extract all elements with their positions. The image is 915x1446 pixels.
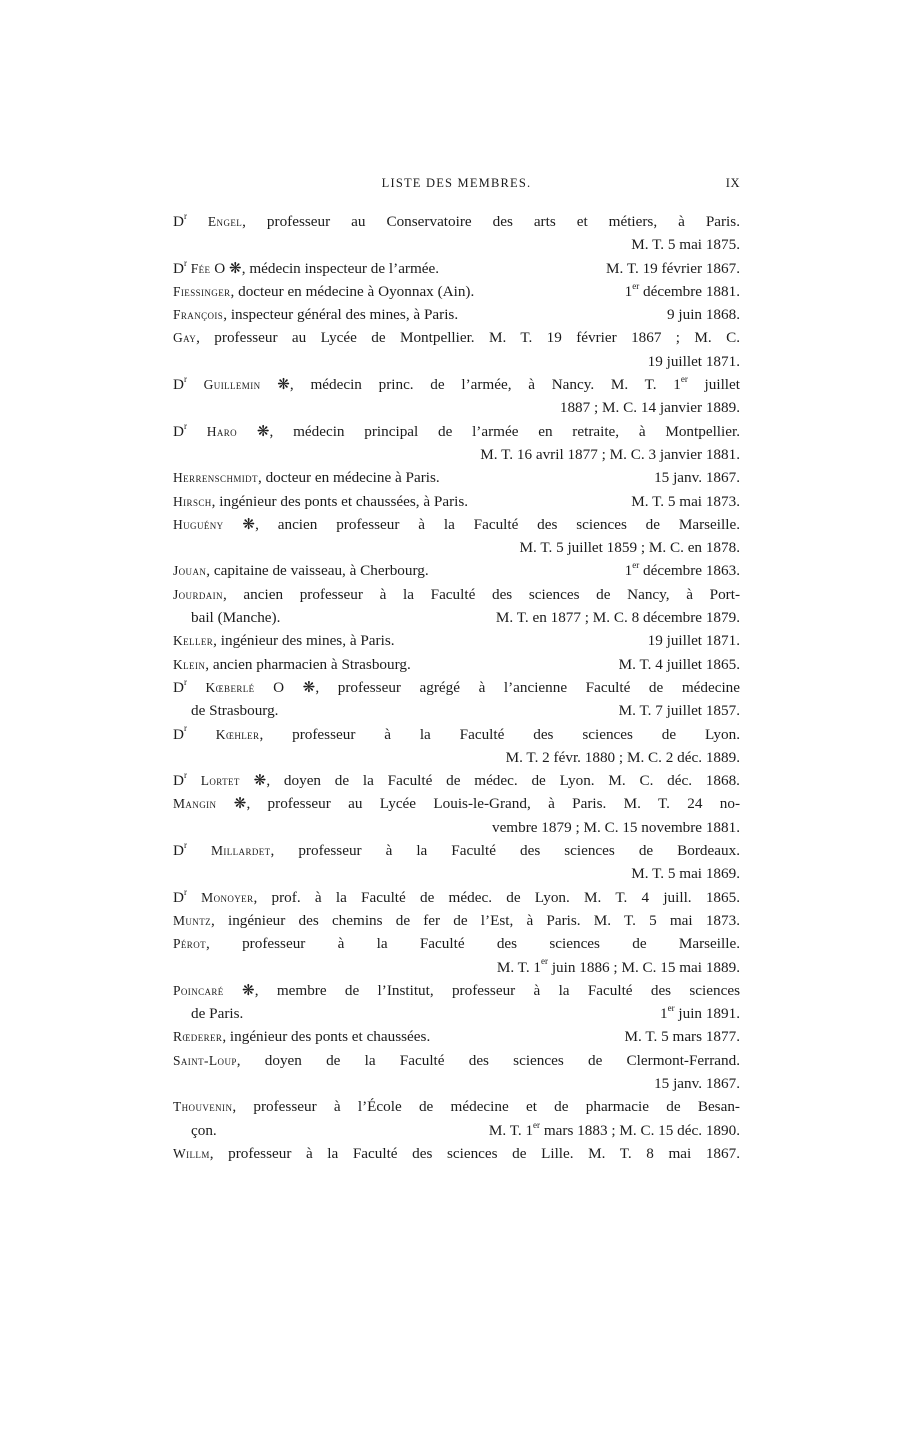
member-entry (173, 559, 740, 582)
entry-text (173, 490, 468, 513)
entry-line (173, 839, 740, 862)
member-description: O ❋, médecin inspecteur de l’armée. (210, 259, 440, 277)
member-entry (173, 583, 740, 630)
membership-date (631, 490, 740, 513)
membership-date (489, 1119, 740, 1142)
member-name: Gay (173, 330, 197, 346)
entry-text (173, 376, 740, 393)
entry-line (173, 676, 740, 699)
member-description: , ingénieur des ponts et chaussées. (222, 1028, 431, 1046)
member-name: Jouan (173, 563, 207, 579)
date-part: 1 (660, 1005, 668, 1023)
member-description: ❋, médecin princ. de l’armée, à Nancy. M. T. 1 (260, 376, 681, 394)
superscript: r (183, 770, 187, 781)
member-entry (173, 373, 740, 420)
entry-line (173, 490, 740, 513)
member-entry (173, 326, 740, 373)
member-description: , professeur à la Faculté des sciences de Bordeaux. (270, 842, 740, 860)
date-part: 9 juin 1868. (667, 306, 740, 324)
entry-line (173, 886, 740, 909)
entry-line (173, 792, 740, 815)
member-name: Poincaré (173, 982, 224, 998)
entry-line (173, 559, 740, 582)
entry-text (173, 935, 740, 952)
member-name: Hirsch (173, 493, 212, 509)
superscript: r (183, 257, 187, 268)
member-description: , ingénieur des chemins de fer de l’Est, à Paris. M. T. 5 mai 1873. (211, 911, 740, 929)
member-entry (173, 1142, 740, 1165)
entry-line (173, 326, 740, 349)
title-prefix: D (173, 725, 184, 743)
member-description: , doyen de la Faculté des sciences de Clermont-Ferrand. (236, 1051, 740, 1069)
entry-line (173, 350, 740, 373)
entry-text (173, 795, 740, 812)
date-part: 19 juillet 1871. (647, 632, 740, 650)
entry-text (173, 839, 740, 860)
membership-date (496, 606, 740, 629)
member-name: Engel (186, 214, 243, 229)
membership-date (619, 699, 740, 722)
date-part: juin 1891. (674, 1005, 740, 1023)
entry-text (173, 210, 740, 230)
entry-text (173, 1098, 740, 1115)
membership-date (654, 466, 740, 489)
entry-line (173, 373, 740, 396)
entry-text (173, 982, 740, 999)
date-part: M. T. 1 (488, 1121, 534, 1139)
member-name: Kœhler (186, 726, 260, 742)
member-description: , docteur en médecine à Oyonnax (Ain). (230, 282, 475, 300)
membership-date: 1887 ; M. C. 14 janvier 1889. (559, 399, 740, 417)
member-name: Klein (173, 656, 206, 672)
member-description: , prof. à la Faculté de médec. de Lyon. M. T. 4 juill. 1865. (253, 888, 740, 906)
member-entry (173, 466, 740, 489)
entry-line (173, 746, 740, 769)
entry-text (173, 1025, 430, 1048)
superscript: r (183, 886, 187, 897)
superscript: er (533, 1119, 541, 1130)
member-name: François (173, 307, 224, 323)
member-name: Mangin (173, 796, 217, 812)
member-name: Haro (186, 423, 238, 439)
member-entry (173, 210, 740, 257)
member-name: Thouvenin (173, 1099, 233, 1115)
entry-line (173, 956, 740, 979)
member-entry (173, 653, 740, 676)
entry-text (173, 466, 440, 489)
entry-line (173, 1049, 740, 1072)
entry-line (173, 303, 740, 326)
entry-text (173, 912, 740, 929)
member-description: , ancien pharmacien à Strasbourg. (205, 655, 411, 673)
date-part: M. T. 1 (496, 958, 542, 976)
member-description: ❋, professeur au Lycée Louis-le-Grand, à Paris. M. T. 24 no- (216, 795, 740, 813)
superscript: er (541, 956, 549, 967)
superscript: er (632, 560, 640, 571)
member-name: Pérot (173, 936, 207, 952)
entry-text (173, 280, 474, 303)
member-entry (173, 1025, 740, 1048)
member-description: ❋, doyen de la Faculté de médec. de Lyon. M. C. déc. 1868. (239, 772, 740, 790)
entry-line (173, 699, 740, 722)
membership-date: 15 janv. 1867. (654, 1074, 740, 1092)
member-entry (173, 769, 740, 792)
entry-text (173, 629, 395, 652)
member-name: Rœderer (173, 1029, 223, 1045)
member-description: , professeur à la Faculté des sciences de Lyon. (259, 725, 740, 743)
member-entry (173, 676, 740, 723)
superscript: er (680, 374, 688, 385)
date-part: 1 (624, 282, 633, 300)
member-name: Fiessinger (173, 283, 231, 299)
date-part: M. T. 4 juillet 1865. (618, 655, 740, 673)
entry-line (173, 979, 740, 1002)
membership-date (660, 1002, 740, 1025)
entry-text (173, 886, 740, 906)
entry-line (173, 816, 740, 839)
member-description: , capitaine de vaisseau, à Cherbourg. (206, 562, 429, 580)
superscript: r (183, 723, 187, 734)
entry-text (173, 257, 439, 280)
membership-date (606, 257, 740, 280)
entry-line (173, 1095, 740, 1118)
member-name: Guillemin (186, 377, 261, 393)
title-prefix: D (173, 678, 184, 696)
member-name: Keller (173, 633, 214, 649)
member-entry (173, 1049, 740, 1096)
title-prefix: D (173, 259, 184, 277)
continuation-text: çon. (191, 1121, 217, 1139)
entry-text (173, 723, 740, 743)
member-name: Kœberlé (186, 679, 255, 695)
member-name: Muntz (173, 912, 211, 928)
date-part: M. T. en 1877 ; M. C. 8 décembre 1879. (495, 609, 740, 627)
membership-date (625, 280, 740, 303)
entry-line (173, 1142, 740, 1165)
entry-line (173, 466, 740, 489)
member-description: ❋, médecin principal de l’armée en retraite, à Montpellier. (237, 422, 740, 440)
membership-date (648, 629, 740, 652)
title-prefix: D (173, 842, 184, 860)
member-entry (173, 909, 740, 932)
member-description: , inspecteur général des mines, à Paris. (223, 306, 459, 324)
entry-line (173, 629, 740, 652)
member-name: Saint-Loup (173, 1052, 237, 1068)
member-entry (173, 280, 740, 303)
member-entry (173, 839, 740, 886)
member-description: , professeur à la Faculté des sciences de Lille. M. T. 8 mai 1867. (209, 1144, 740, 1162)
entry-line (173, 862, 740, 885)
running-header (173, 176, 740, 196)
continuation-text: bail (Manche). (191, 609, 281, 627)
member-entry (173, 886, 740, 909)
date-part: mars 1883 ; M. C. 15 déc. 1890. (540, 1121, 740, 1139)
member-entry (173, 303, 740, 326)
entry-line (173, 1002, 740, 1025)
member-name: Millardet (186, 843, 271, 859)
entry-text (173, 329, 740, 346)
member-entry (173, 490, 740, 513)
membership-date: M. T. 5 mai 1875. (631, 236, 740, 254)
entry-text (173, 653, 411, 676)
membership-date: juin 1886 ; M. C. 15 mai 1889. (548, 958, 740, 976)
member-entry (173, 792, 740, 839)
member-list (173, 210, 740, 1165)
header-title: LISTE DES MEMBRES. (381, 176, 532, 190)
superscript: r (183, 210, 187, 221)
superscript: r (183, 676, 187, 687)
member-entry (173, 723, 740, 770)
member-description: , ingénieur des mines, à Paris. (213, 632, 395, 650)
member-entry (173, 932, 740, 979)
membership-date: 19 juillet 1871. (647, 352, 740, 370)
continuation-text: de Strasbourg. (191, 702, 279, 720)
entry-line (173, 210, 740, 233)
entry-text (173, 420, 740, 440)
entry-line (173, 1072, 740, 1095)
member-name: Willm (173, 1145, 210, 1161)
page-number: IX (725, 176, 740, 190)
member-entry (173, 257, 740, 280)
date-part: décembre 1863. (639, 562, 740, 580)
member-description: , ingénieur des ponts et chaussées, à Paris. (211, 492, 469, 510)
entry-line (173, 1025, 740, 1048)
date-part: décembre 1881. (639, 282, 740, 300)
entry-text (173, 772, 740, 789)
date-part: M. T. 19 février 1867. (606, 259, 740, 277)
membership-date (625, 559, 740, 582)
member-description: , professeur au Lycée de Montpellier. M. T. 19 février 1867 ; M. C. (196, 329, 740, 347)
entry-text (173, 559, 429, 582)
member-description: ❋, membre de l’Institut, professeur à la Faculté des sciences (223, 981, 740, 999)
entry-line (173, 606, 740, 629)
membership-date (619, 653, 740, 676)
member-description: , professeur au Conservatoire des arts et métiers, à Paris. (242, 213, 740, 230)
member-entry (173, 979, 740, 1026)
superscript: er (667, 1003, 675, 1014)
entry-text (173, 303, 458, 326)
member-entry (173, 1095, 740, 1142)
member-description: , ancien professeur à la Faculté des sciences de Nancy, à Port- (222, 585, 740, 603)
entry-text (173, 676, 740, 696)
entry-line (173, 396, 740, 419)
superscript: r (183, 374, 187, 385)
title-prefix: D (173, 888, 184, 906)
entry-line (173, 653, 740, 676)
date-part: M. T. 5 mai 1873. (631, 492, 740, 510)
member-name: Fée (186, 260, 211, 276)
date-part: M. T. 7 juillet 1857. (618, 702, 740, 720)
entry-line (173, 1119, 740, 1142)
member-name: Jourdain (173, 586, 223, 602)
member-description: , professeur à la Faculté des sciences de Marseille. (206, 935, 740, 953)
membership-date: M. T. 2 févr. 1880 ; M. C. 2 déc. 1889. (505, 748, 740, 766)
title-prefix: D (173, 376, 184, 394)
member-description: , docteur en médecine à Paris. (257, 469, 440, 487)
entry-text (173, 1145, 740, 1162)
title-prefix: D (173, 213, 184, 230)
membership-date: M. T. 16 avril 1877 ; M. C. 3 janvier 1881. (480, 445, 740, 463)
superscript: r (183, 839, 187, 850)
member-entry (173, 629, 740, 652)
member-description: juillet (687, 376, 740, 394)
membership-date (625, 1025, 740, 1048)
date-part: 1 (624, 562, 633, 580)
member-entry (173, 420, 740, 467)
entry-line (173, 909, 740, 932)
membership-date: M. T. 5 mai 1869. (631, 865, 740, 883)
membership-date: vembre 1879 ; M. C. 15 novembre 1881. (491, 818, 740, 836)
member-name: Herrenschmidt (173, 470, 258, 486)
membership-date: M. T. 5 juillet 1859 ; M. C. en 1878. (519, 539, 740, 557)
entry-text (173, 516, 740, 533)
member-entry (173, 513, 740, 560)
entry-line (173, 420, 740, 443)
entry-line (173, 932, 740, 955)
entry-line (173, 769, 740, 792)
entry-line (173, 536, 740, 559)
superscript: r (183, 420, 187, 431)
member-name: Lortet (186, 773, 240, 789)
entry-line (173, 443, 740, 466)
entry-text (173, 1052, 740, 1069)
member-description: O ❋, professeur agrégé à l’ancienne Faculté de médecine (254, 678, 740, 696)
superscript: er (632, 280, 640, 291)
member-description: , professeur à l’École de médecine et de pharmacie de Besan- (232, 1098, 740, 1116)
membership-date (667, 303, 740, 326)
continuation-text: de Paris. (191, 1005, 244, 1023)
entry-line (173, 280, 740, 303)
member-name: Monoyer (186, 889, 254, 905)
entry-text (173, 586, 740, 603)
entry-line (173, 583, 740, 606)
entry-line (173, 257, 740, 280)
member-name: Huguény (173, 516, 224, 532)
title-prefix: D (173, 772, 184, 790)
date-part: M. T. 5 mars 1877. (624, 1028, 740, 1046)
entry-line (173, 723, 740, 746)
title-prefix: D (173, 422, 184, 440)
entry-line (173, 233, 740, 256)
date-part: 15 janv. 1867. (654, 469, 740, 487)
entry-line (173, 513, 740, 536)
member-description: ❋, ancien professeur à la Faculté des sciences de Marseille. (223, 515, 740, 533)
